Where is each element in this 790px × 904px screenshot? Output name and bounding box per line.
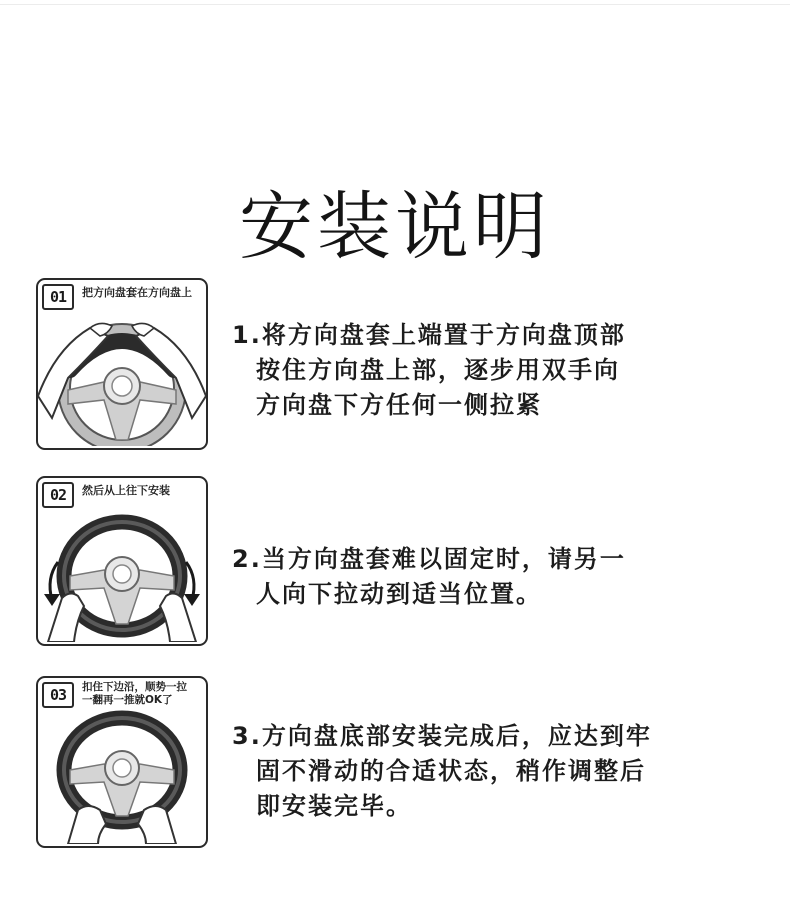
step-1-caption: 把方向盘套在方向盘上 — [82, 286, 192, 299]
step-3-caption — [82, 681, 200, 707]
step-2-card — [36, 476, 208, 646]
step-2-line-2: 人向下拉动到适当位置。 — [256, 580, 542, 608]
step-3-caption-line-2: 一翻再一推就OK了 — [82, 694, 173, 706]
step-3-line-2: 固不滑动的合适状态，稍作调整后 — [256, 757, 646, 785]
step-2-illustration — [38, 506, 206, 642]
step-1-card — [36, 278, 208, 450]
step-3-number: 03 — [42, 682, 74, 708]
step-1-header — [42, 284, 202, 310]
step-2-instructions — [232, 542, 752, 612]
step-1-line-1: 1.将方向盘套上端置于方向盘顶部 — [232, 321, 626, 349]
step-3-caption-line-1: 扣住下边沿，顺势一拉 — [82, 681, 187, 693]
step-3-illustration — [38, 706, 206, 844]
step-2-line-1: 2.当方向盘套难以固定时，请另一 — [232, 545, 626, 573]
step-3-header — [42, 682, 202, 708]
step-3-card — [36, 676, 208, 848]
step-1-instructions — [232, 318, 752, 423]
step-2-header — [42, 482, 202, 508]
step-1-line-3: 方向盘下方任何一侧拉紧 — [256, 391, 542, 419]
step-3-line-1: 3.方向盘底部安装完成后，应达到牢 — [232, 722, 652, 750]
step-1-number: 01 — [42, 284, 74, 310]
step-2-caption: 然后从上往下安装 — [82, 484, 170, 497]
step-2-number: 02 — [42, 482, 74, 508]
step-3-line-3: 即安装完毕。 — [256, 792, 412, 820]
step-3-instructions — [232, 719, 752, 824]
step-1-illustration — [38, 308, 206, 446]
top-divider — [0, 4, 790, 5]
step-1-line-2: 按住方向盘上部，逐步用双手向 — [256, 356, 620, 384]
page-title: 安装说明 — [239, 183, 551, 270]
